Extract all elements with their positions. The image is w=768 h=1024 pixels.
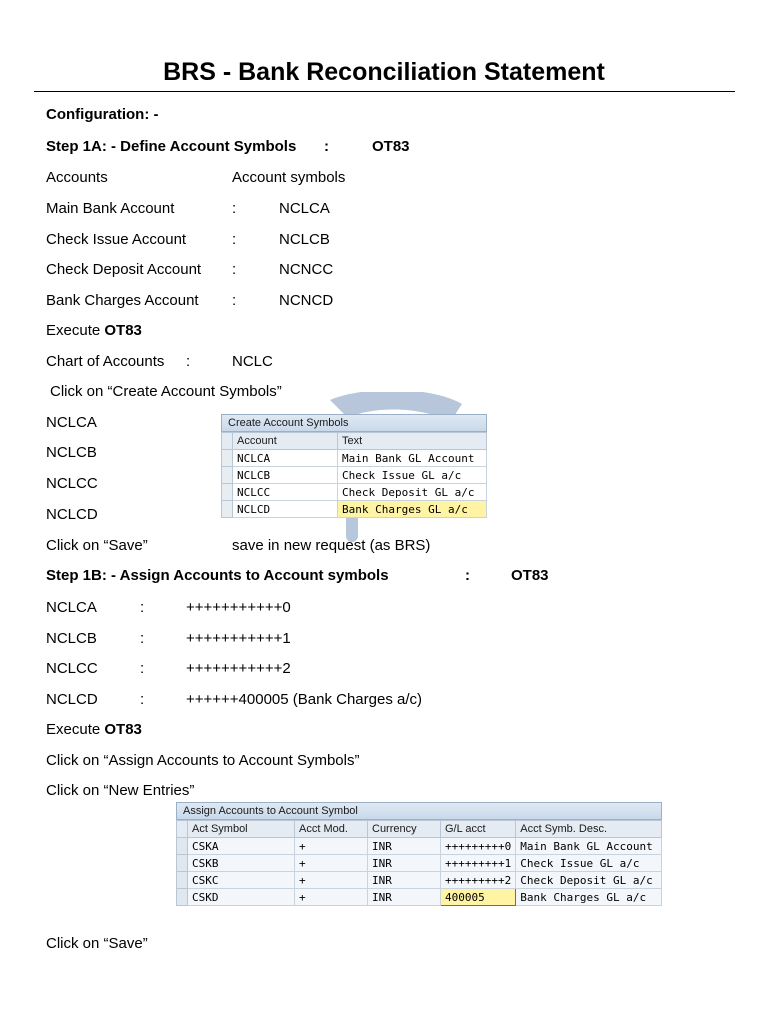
assignment-code: NCLCD [46, 691, 98, 708]
title-underline [34, 91, 735, 92]
click-assign-instruction: Click on “Assign Accounts to Account Symbols” [46, 752, 360, 769]
row-selector[interactable] [177, 838, 188, 855]
step-1a-code: OT83 [372, 138, 410, 155]
table-cell[interactable]: NCLCB [233, 467, 338, 484]
assignment-colon: : [140, 691, 145, 708]
table-cell[interactable]: NCLCC [233, 484, 338, 501]
account-name: Check Issue Account [46, 231, 187, 248]
column-header: Act Symbol [188, 821, 295, 838]
step-1b-label: Step 1B: - Assign Accounts to Account symbols [46, 567, 389, 584]
table-row[interactable] [222, 501, 487, 518]
assignment-colon: : [140, 630, 145, 647]
account-symbol: NCLCA [279, 200, 330, 217]
assignment-value: +++++++++++1 [186, 630, 291, 647]
execute-prefix: Execute [46, 721, 105, 738]
table-cell[interactable]: CSKC [188, 872, 295, 889]
table-cell[interactable]: NCLCD [233, 501, 338, 518]
table-cell[interactable]: Check Issue GL a/c [338, 467, 487, 484]
execute-code: OT83 [104, 721, 142, 738]
column-header: Text [338, 433, 487, 450]
table-row[interactable] [177, 855, 662, 872]
table-row[interactable] [177, 838, 662, 855]
row-selector-header [222, 433, 233, 450]
account-name: Main Bank Account [46, 200, 175, 217]
table-caption: Create Account Symbols [221, 414, 487, 432]
table-cell[interactable]: +++++++++0 [441, 838, 516, 855]
column-header: Acct Mod. [295, 821, 368, 838]
accounts-col-header: Accounts [46, 169, 108, 186]
table-cell[interactable]: INR [368, 889, 441, 906]
click-save-instruction: Click on “Save” [46, 537, 148, 554]
table-cell[interactable]: Check Deposit GL a/c [516, 872, 662, 889]
table-row[interactable] [177, 889, 662, 906]
column-header: Currency [368, 821, 441, 838]
assignment-code: NCLCB [46, 630, 97, 647]
table-cell[interactable]: CSKB [188, 855, 295, 872]
account-symbol: NCNCC [279, 261, 334, 278]
step-1a-label: Step 1A: - Define Account Symbols [46, 138, 297, 155]
table-cell[interactable]: NCLCA [233, 450, 338, 467]
table-cell[interactable]: CSKA [188, 838, 295, 855]
table-cell[interactable]: +++++++++2 [441, 872, 516, 889]
table-cell[interactable]: +++++++++1 [441, 855, 516, 872]
create-account-symbols-table [221, 414, 487, 518]
table-cell[interactable]: Main Bank GL Account [338, 450, 487, 467]
left-code: NCLCD [46, 506, 98, 523]
execute-code: OT83 [104, 322, 142, 339]
table-cell[interactable]: Main Bank GL Account [516, 838, 662, 855]
table-row[interactable] [222, 484, 487, 501]
account-symbol: NCLCB [279, 231, 330, 248]
step-1b-code: OT83 [511, 567, 549, 584]
table-cell[interactable]: + [295, 838, 368, 855]
assign-accounts-table [176, 802, 662, 906]
configuration-heading: Configuration: - [46, 106, 159, 123]
chart-of-accounts-label: Chart of Accounts [46, 353, 165, 370]
assignment-value: +++++++++++2 [186, 660, 291, 677]
row-selector[interactable] [222, 467, 233, 484]
gl-account-input[interactable]: 400005 [441, 889, 516, 906]
row-selector[interactable] [177, 855, 188, 872]
row-selector[interactable] [222, 450, 233, 467]
table-cell[interactable]: Check Deposit GL a/c [338, 484, 487, 501]
column-header: Acct Symb. Desc. [516, 821, 662, 838]
account-colon: : [232, 292, 237, 309]
step-1b-colon: : [465, 567, 470, 584]
row-selector[interactable] [222, 501, 233, 518]
assignment-value: +++++++++++0 [186, 599, 291, 616]
table-cell[interactable]: + [295, 855, 368, 872]
table-cell-active[interactable]: Bank Charges GL a/c [338, 501, 487, 518]
account-symbol: NCNCD [279, 292, 334, 309]
table-header-row [177, 821, 662, 838]
page-title: BRS - Bank Reconciliation Statement [163, 58, 605, 86]
column-header: Account [233, 433, 338, 450]
table-row[interactable] [222, 467, 487, 484]
table-header-row [222, 433, 487, 450]
left-code: NCLCA [46, 414, 97, 431]
account-symbols-col-header: Account symbols [232, 169, 346, 186]
click-new-entries-instruction: Click on “New Entries” [46, 782, 195, 799]
table-cell[interactable]: + [295, 872, 368, 889]
table-cell[interactable]: INR [368, 838, 441, 855]
chart-of-accounts-value: NCLC [232, 353, 273, 370]
table-cell[interactable]: CSKD [188, 889, 295, 906]
assignment-colon: : [140, 660, 145, 677]
execute-ot83-line-1 [46, 322, 142, 339]
table-cell[interactable]: + [295, 889, 368, 906]
step-1a-colon: : [324, 138, 329, 155]
account-colon: : [232, 200, 237, 217]
account-colon: : [232, 231, 237, 248]
left-code: NCLCC [46, 475, 98, 492]
table-cell[interactable]: INR [368, 855, 441, 872]
table-cell[interactable]: Check Issue GL a/c [516, 855, 662, 872]
assignment-code: NCLCA [46, 599, 97, 616]
execute-ot83-line-2 [46, 721, 142, 738]
row-selector[interactable] [177, 872, 188, 889]
table-cell[interactable]: Bank Charges GL a/c [516, 889, 662, 906]
account-name: Bank Charges Account [46, 292, 199, 309]
table-row[interactable] [177, 872, 662, 889]
account-name: Check Deposit Account [46, 261, 202, 278]
column-header: G/L acct [441, 821, 516, 838]
execute-prefix: Execute [46, 322, 105, 339]
row-selector[interactable] [177, 889, 188, 906]
row-selector[interactable] [222, 484, 233, 501]
click-save-final-instruction: Click on “Save” [46, 935, 148, 952]
click-create-instruction: Click on “Create Account Symbols” [50, 383, 282, 400]
assignment-code: NCLCC [46, 660, 98, 677]
table-row[interactable] [222, 450, 487, 467]
save-request-note: save in new request (as BRS) [232, 537, 431, 554]
table-cell[interactable]: INR [368, 872, 441, 889]
left-code: NCLCB [46, 444, 97, 461]
table-caption: Assign Accounts to Account Symbol [176, 802, 662, 820]
row-selector-header [177, 821, 188, 838]
account-colon: : [232, 261, 237, 278]
chart-of-accounts-colon: : [186, 353, 191, 370]
assignment-value: ++++++400005 (Bank Charges a/c) [186, 691, 423, 708]
assignment-colon: : [140, 599, 145, 616]
